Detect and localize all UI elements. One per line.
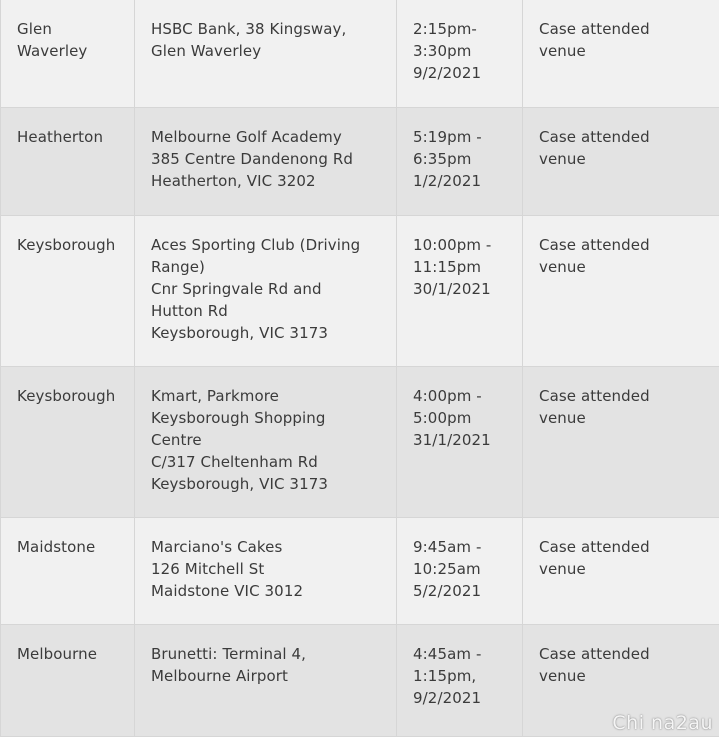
table-row (1, 517, 719, 624)
health-advice-cell: Case attended venue (523, 215, 719, 366)
venue-cell: Melbourne Golf Academy 385 Centre Dandenong Rd Heatherton, VIC 3202 (135, 107, 397, 215)
table-row (1, 0, 719, 107)
table-row (1, 366, 719, 517)
time-cell: 9:45am - 10:25am 5/2/2021 (397, 517, 523, 624)
health-advice-cell: Case attended venue (523, 517, 719, 624)
table-row (1, 215, 719, 366)
watermark: Chi na2au (612, 712, 713, 734)
table-row (1, 107, 719, 215)
venue-cell: Kmart, Parkmore Keysborough Shopping Centre C/317 Cheltenham Rd Keysborough, VIC 3173 (135, 366, 397, 517)
location-cell: Maidstone (1, 517, 135, 624)
location-cell: Keysborough (1, 366, 135, 517)
health-advice-cell: Case attended venue (523, 366, 719, 517)
health-advice-cell: Case attended venue (523, 624, 719, 736)
venue-cell: Brunetti: Terminal 4, Melbourne Airport (135, 624, 397, 736)
location-cell: Glen Waverley (1, 0, 135, 107)
time-cell: 4:45am - 1:15pm, 9/2/2021 (397, 624, 523, 736)
venue-cell: HSBC Bank, 38 Kingsway, Glen Waverley (135, 0, 397, 107)
venue-cell: Marciano's Cakes 126 Mitchell St Maidstone VIC 3012 (135, 517, 397, 624)
health-advice-cell: Case attended venue (523, 0, 719, 107)
venue-cell: Aces Sporting Club (Driving Range) Cnr Springvale Rd and Hutton Rd Keysborough, VIC 3173 (135, 215, 397, 366)
time-cell: 5:19pm - 6:35pm 1/2/2021 (397, 107, 523, 215)
time-cell: 2:15pm- 3:30pm 9/2/2021 (397, 0, 523, 107)
location-cell: Heatherton (1, 107, 135, 215)
location-cell: Melbourne (1, 624, 135, 736)
time-cell: 10:00pm - 11:15pm 30/1/2021 (397, 215, 523, 366)
health-advice-cell: Case attended venue (523, 107, 719, 215)
time-cell: 4:00pm - 5:00pm 31/1/2021 (397, 366, 523, 517)
location-cell: Keysborough (1, 215, 135, 366)
